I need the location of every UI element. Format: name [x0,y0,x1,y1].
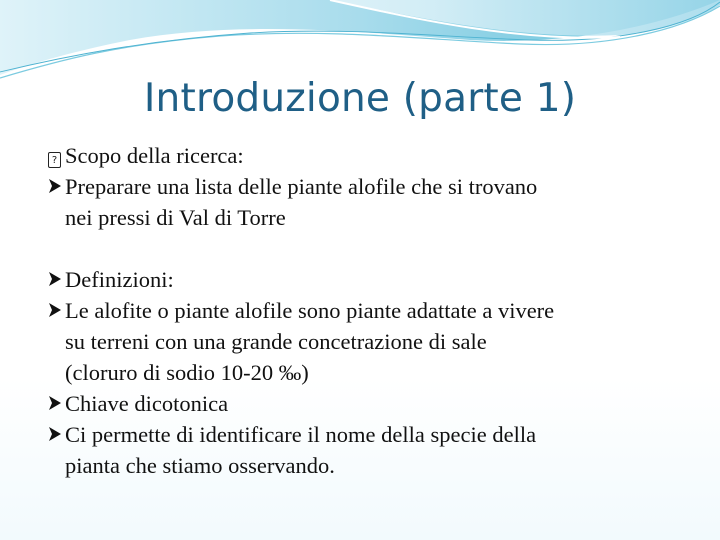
bullet-text: pianta che stiamo osservando. [65,453,335,478]
bullet-continuation [48,357,698,388]
bullet-item [48,388,698,419]
bullet-item [48,140,698,171]
box-bullet-icon: ? [48,140,65,171]
slide-body [48,140,698,481]
bullet-item [48,171,698,202]
arrow-bullet-icon [48,295,65,318]
bullet-text: nei pressi di Val di Torre [65,205,286,230]
arrow-bullet-icon [48,388,65,411]
bullet-text: su terreni con una grande concetrazione di sale [65,329,487,354]
line-gap [48,233,698,264]
arrow-bullet-icon [48,419,65,442]
bullet-continuation [48,326,698,357]
bullet-text: Le alofite o piante alofile sono piante adattate a vivere [65,298,555,323]
slide-title: Introduzione (parte 1) [143,76,577,121]
bullet-text: Scopo della ricerca: [65,143,244,168]
bullet-text: (cloruro di sodio 10-20 ‰) [65,360,309,385]
bullet-text: Preparare una lista delle piante alofile che si trovano [65,174,538,199]
bullet-text: Ci permette di identificare il nome della specie della [65,422,537,447]
bullet-text: Definizioni: [65,267,174,292]
bullet-text: Chiave dicotonica [65,391,229,416]
arrow-bullet-icon [48,264,65,287]
bullet-continuation [48,450,698,481]
bullet-item [48,295,698,326]
bullet-item [48,264,698,295]
arrow-bullet-icon [48,171,65,194]
bullet-item [48,419,698,450]
bullet-continuation [48,202,698,233]
